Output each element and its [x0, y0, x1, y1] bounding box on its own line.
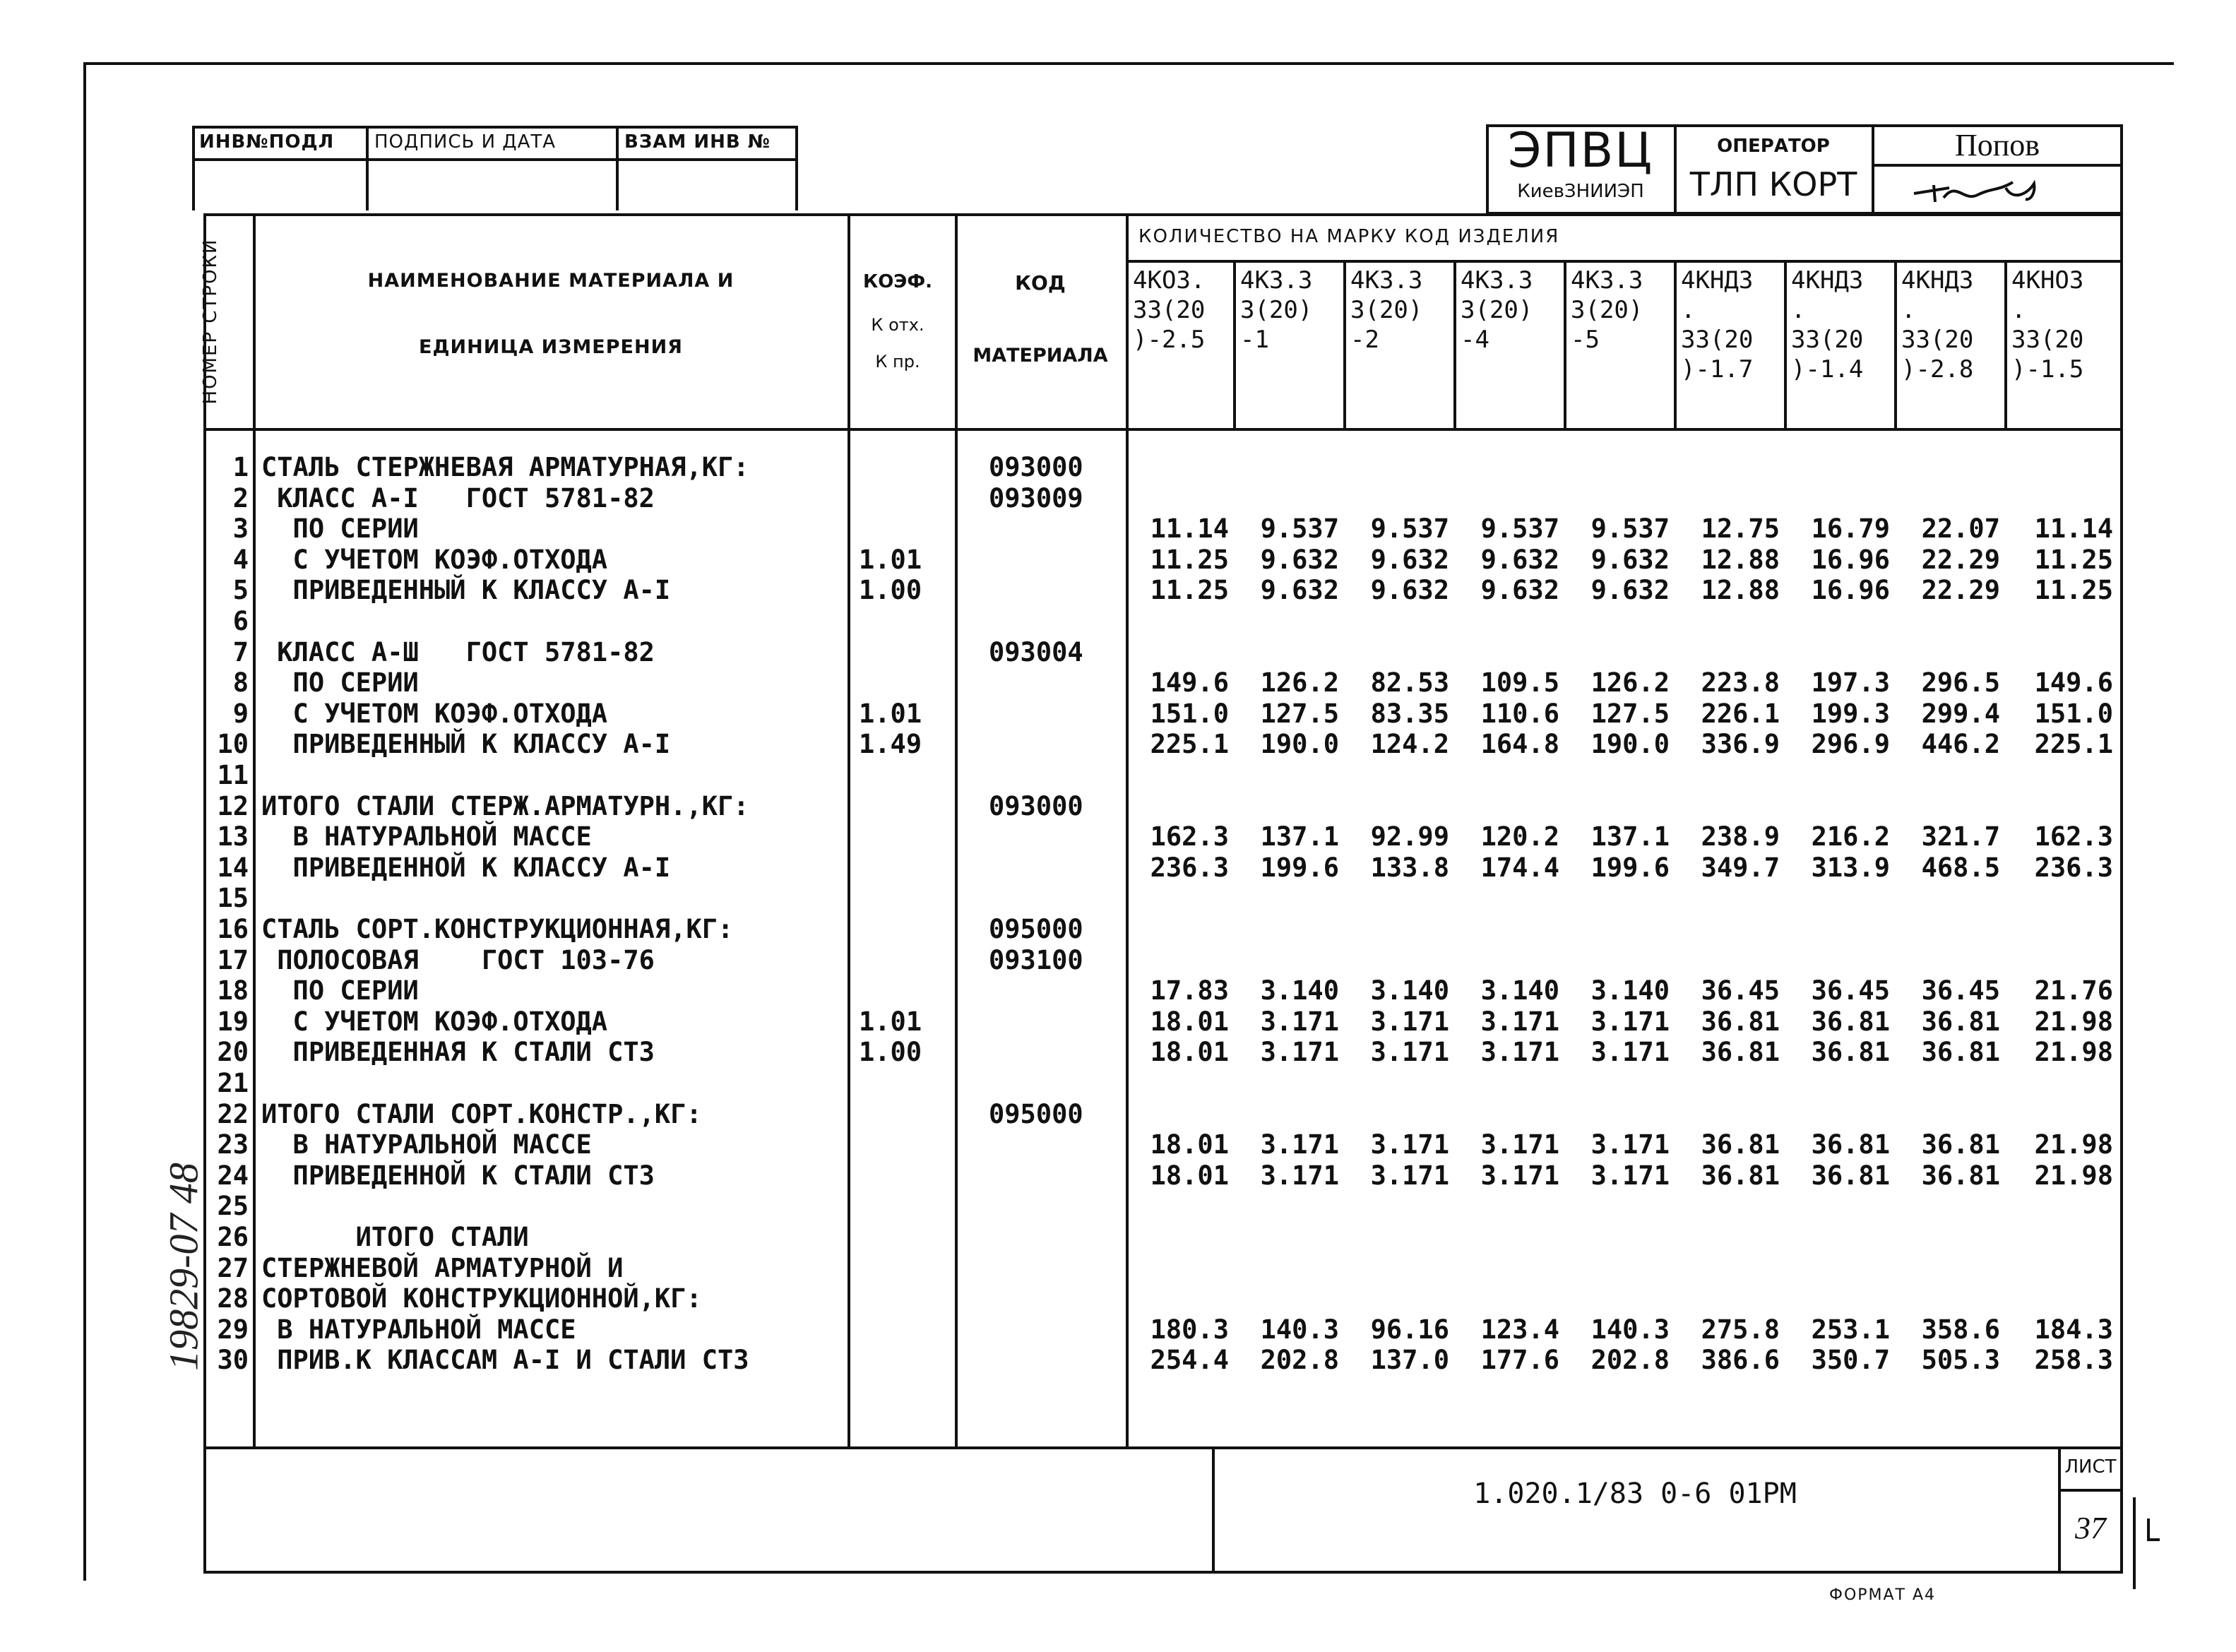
row-value: 236.3	[2034, 852, 2113, 883]
row-value: 149.6	[2034, 667, 2113, 699]
side-note: 19829-07 48	[160, 1163, 207, 1371]
row-name: С УЧЕТОМ КОЭФ.ОТХОДА	[261, 1006, 608, 1037]
row-value: 386.6	[1701, 1345, 1780, 1376]
row-value: 140.3	[1260, 1314, 1339, 1345]
row-value: 3.171	[1480, 1160, 1559, 1191]
row-value: 21.98	[2034, 1037, 2113, 1068]
row-value: 223.8	[1701, 667, 1780, 699]
row-code: 093004	[989, 636, 1083, 667]
frame-left-line	[83, 62, 86, 1581]
row-value: 124.2	[1370, 729, 1449, 760]
row-value: 9.632	[1590, 575, 1670, 606]
operator-value: ТЛП КОРТ	[1689, 165, 1857, 203]
row-value: 137.1	[1260, 821, 1339, 852]
row-coef: 1.01	[859, 1006, 922, 1037]
row-value: 446.2	[1921, 729, 2000, 760]
row-value: 36.81	[1701, 1037, 1780, 1068]
row-value: 11.14	[2034, 513, 2113, 545]
row-number: 1	[232, 452, 249, 482]
mark-header-3: 4К3.3 3(20) -2	[1350, 266, 1423, 354]
row-value: 258.3	[2034, 1345, 2113, 1376]
row-value: 468.5	[1921, 852, 2000, 883]
row-value: 36.45	[1921, 975, 2000, 1006]
row-number: 26	[217, 1222, 249, 1252]
row-number: 12	[217, 790, 249, 821]
row-value: 18.01	[1150, 1160, 1229, 1191]
col-code-header-1: КОД	[1015, 271, 1066, 295]
row-value: 505.3	[1921, 1345, 2000, 1376]
col-rownum-header: НОМЕР СТРОКИ	[200, 238, 221, 405]
row-value: 126.2	[1590, 667, 1670, 699]
row-value: 3.171	[1590, 1037, 1670, 1068]
row-name: ПРИВЕДЕННЫЙ К КЛАССУ А-I	[261, 575, 671, 606]
row-value: 109.5	[1480, 667, 1559, 699]
row-value: 36.81	[1921, 1160, 2000, 1191]
row-value: 3.171	[1260, 1037, 1339, 1068]
row-value: 349.7	[1701, 852, 1780, 883]
row-value: 9.537	[1370, 513, 1449, 545]
row-number: 11	[217, 760, 249, 790]
row-number: 30	[217, 1345, 249, 1376]
row-number: 8	[232, 667, 249, 699]
right-edge-tick	[2147, 1519, 2160, 1541]
row-value: 9.632	[1370, 575, 1449, 606]
row-value: 3.171	[1370, 1160, 1449, 1191]
row-name: В НАТУРАЛЬНОЙ МАССЕ	[261, 821, 592, 852]
row-value: 254.4	[1150, 1345, 1229, 1376]
row-value: 22.29	[1921, 575, 2000, 606]
sheet-label: ЛИСТ	[2064, 1456, 2117, 1478]
row-value: 3.171	[1370, 1037, 1449, 1068]
row-number: 7	[232, 636, 249, 667]
row-name: ПРИВЕДЕННОЙ К КЛАССУ А-I	[261, 852, 671, 883]
col-name-header-2: ЕДИНИЦА ИЗМЕРЕНИЯ	[419, 336, 683, 358]
row-value: 123.4	[1480, 1314, 1559, 1345]
row-value: 162.3	[2034, 821, 2113, 852]
format-label: ФОРМАТ А4	[1829, 1586, 1937, 1604]
operator-name: Попов	[1954, 128, 2040, 162]
row-value: 174.4	[1480, 852, 1559, 883]
row-value: 16.79	[1811, 513, 1890, 545]
row-value: 275.8	[1701, 1314, 1780, 1345]
row-value: 22.07	[1921, 513, 2000, 545]
row-number: 3	[232, 513, 249, 545]
row-number: 27	[217, 1252, 249, 1283]
row-value: 149.6	[1150, 667, 1229, 699]
mark-header-5: 4К3.3 3(20) -5	[1571, 266, 1643, 354]
row-number: 4	[232, 544, 249, 575]
row-value: 151.0	[1150, 698, 1229, 729]
org-name: ЭПВЦ	[1507, 123, 1654, 179]
row-value: 236.3	[1150, 852, 1229, 883]
row-value: 199.6	[1260, 852, 1339, 883]
row-name: ПРИВ.К КЛАССАМ А-I И СТАЛИ СТ3	[261, 1345, 749, 1376]
org-subname: КиевЗНИИЭП	[1517, 181, 1644, 202]
row-coef: 1.01	[859, 698, 922, 729]
row-value: 202.8	[1590, 1345, 1670, 1376]
row-code: 093009	[989, 482, 1083, 513]
row-name: ПРИВЕДЕННАЯ К СТАЛИ СТ3	[261, 1037, 655, 1068]
row-number: 13	[217, 821, 249, 852]
row-value: 36.81	[1811, 1037, 1890, 1068]
row-number: 2	[232, 482, 249, 513]
row-value: 321.7	[1921, 821, 2000, 852]
row-value: 126.2	[1260, 667, 1339, 699]
row-number: 21	[217, 1068, 249, 1098]
sheet-number: 37	[2075, 1511, 2106, 1545]
row-value: 3.171	[1590, 1006, 1670, 1037]
row-name: ПОЛОСОВАЯ ГОСТ 103-76	[261, 944, 655, 975]
frame-top-line	[83, 62, 2174, 65]
row-value: 9.632	[1370, 544, 1449, 575]
row-name: ИТОГО СТАЛИ СОРТ.КОНСТР.,КГ:	[261, 1098, 702, 1129]
row-value: 11.25	[1150, 544, 1229, 575]
row-value: 3.171	[1480, 1037, 1559, 1068]
row-number: 24	[217, 1160, 249, 1191]
row-value: 137.0	[1370, 1345, 1449, 1376]
row-value: 11.14	[1150, 513, 1229, 545]
row-value: 16.96	[1811, 544, 1890, 575]
col-coef-header-2: К отх.	[871, 315, 924, 335]
col-name-header-1: НАИМЕНОВАНИЕ МАТЕРИАЛА И	[367, 270, 735, 292]
row-coef: 1.00	[859, 575, 922, 606]
row-value: 199.6	[1590, 852, 1670, 883]
row-value: 216.2	[1811, 821, 1890, 852]
row-name: СТЕРЖНЕВОЙ АРМАТУРНОЙ И	[261, 1252, 624, 1283]
row-value: 358.6	[1921, 1314, 2000, 1345]
mark-header-4: 4К3.3 3(20) -4	[1461, 266, 1533, 354]
row-value: 21.98	[2034, 1160, 2113, 1191]
row-value: 225.1	[2034, 729, 2113, 760]
row-value: 184.3	[2034, 1314, 2113, 1345]
row-value: 197.3	[1811, 667, 1890, 699]
row-value: 3.171	[1370, 1006, 1449, 1037]
row-value: 9.632	[1590, 544, 1670, 575]
mark-header-6: 4КНД3 . 33(20 )-1.7	[1681, 266, 1754, 384]
row-value: 9.632	[1260, 544, 1339, 575]
row-number: 14	[217, 852, 249, 883]
row-value: 21.98	[2034, 1006, 2113, 1037]
row-name: ПРИВЕДЕННОЙ К СТАЛИ СТ3	[261, 1160, 655, 1191]
row-value: 299.4	[1921, 698, 2000, 729]
row-name: С УЧЕТОМ КОЭФ.ОТХОДА	[261, 544, 608, 575]
row-value: 253.1	[1811, 1314, 1890, 1345]
row-value: 36.81	[1921, 1129, 2000, 1160]
row-value: 3.171	[1480, 1006, 1559, 1037]
row-value: 190.0	[1260, 729, 1339, 760]
row-number: 20	[217, 1037, 249, 1068]
row-value: 3.171	[1370, 1129, 1449, 1160]
row-code: 093000	[989, 452, 1083, 482]
row-number: 10	[217, 729, 249, 760]
row-value: 3.140	[1480, 975, 1559, 1006]
row-value: 92.99	[1370, 821, 1449, 852]
row-name: ИТОГО СТАЛИ СТЕРЖ.АРМАТУРН.,КГ:	[261, 790, 749, 821]
operator-label: ОПЕРАТОР	[1717, 136, 1830, 157]
row-number: 18	[217, 975, 249, 1006]
signature	[1907, 167, 2048, 209]
row-value: 3.171	[1260, 1160, 1339, 1191]
row-value: 120.2	[1480, 821, 1559, 852]
row-value: 313.9	[1811, 852, 1890, 883]
row-value: 3.140	[1590, 975, 1670, 1006]
row-coef: 1.49	[859, 729, 922, 760]
row-coef: 1.01	[859, 544, 922, 575]
row-value: 162.3	[1150, 821, 1229, 852]
row-value: 12.75	[1701, 513, 1780, 545]
row-value: 36.81	[1701, 1129, 1780, 1160]
mark-header-7: 4КНД3 . 33(20 )-1.4	[1791, 266, 1864, 384]
row-name: В НАТУРАЛЬНОЙ МАССЕ	[261, 1129, 592, 1160]
row-number: 23	[217, 1129, 249, 1160]
row-value: 151.0	[2034, 698, 2113, 729]
row-number: 5	[232, 575, 249, 606]
row-value: 36.81	[1811, 1006, 1890, 1037]
row-value: 36.81	[1701, 1160, 1780, 1191]
row-name: КЛАСС А-Ш ГОСТ 5781-82	[261, 636, 655, 667]
row-number: 6	[232, 606, 249, 636]
mark-header-8: 4КНД3 . 33(20 )-2.8	[1901, 266, 1974, 384]
row-value: 36.81	[1921, 1006, 2000, 1037]
row-number: 19	[217, 1006, 249, 1037]
row-code: 093100	[989, 944, 1083, 975]
row-value: 18.01	[1150, 1037, 1229, 1068]
col-coef-header-3: К пр.	[875, 352, 920, 372]
row-value: 36.81	[1811, 1160, 1890, 1191]
stamp-vzam: ВЗАМ ИНВ №	[624, 131, 771, 153]
row-number: 25	[217, 1191, 249, 1222]
row-value: 3.140	[1370, 975, 1449, 1006]
right-edge-mark	[2133, 1497, 2136, 1589]
row-value: 133.8	[1370, 852, 1449, 883]
row-value: 3.171	[1480, 1129, 1559, 1160]
row-value: 12.88	[1701, 575, 1780, 606]
row-value: 350.7	[1811, 1345, 1890, 1376]
row-value: 3.171	[1590, 1160, 1670, 1191]
row-number: 15	[217, 883, 249, 914]
row-value: 96.16	[1370, 1314, 1449, 1345]
row-name: СОРТОВОЙ КОНСТРУКЦИОННОЙ,КГ:	[261, 1283, 702, 1314]
row-name: ПО СЕРИИ	[261, 513, 419, 545]
row-value: 9.632	[1480, 544, 1559, 575]
row-number: 9	[232, 698, 249, 729]
row-value: 21.98	[2034, 1129, 2113, 1160]
row-value: 336.9	[1701, 729, 1780, 760]
row-value: 3.140	[1260, 975, 1339, 1006]
row-value: 199.3	[1811, 698, 1890, 729]
row-value: 9.632	[1480, 575, 1559, 606]
row-value: 190.0	[1590, 729, 1670, 760]
mark-header-9: 4КНО3 . 33(20 )-1.5	[2011, 266, 2084, 384]
row-value: 9.537	[1590, 513, 1670, 545]
row-code: 093000	[989, 790, 1083, 821]
row-value: 110.6	[1480, 698, 1559, 729]
row-value: 18.01	[1150, 1006, 1229, 1037]
row-value: 18.01	[1150, 1129, 1229, 1160]
row-code: 095000	[989, 1098, 1083, 1129]
row-value: 17.83	[1150, 975, 1229, 1006]
row-value: 36.45	[1811, 975, 1890, 1006]
row-value: 9.537	[1260, 513, 1339, 545]
col-code-header-2: МАТЕРИАЛА	[973, 345, 1108, 367]
row-value: 16.96	[1811, 575, 1890, 606]
row-value: 140.3	[1590, 1314, 1670, 1345]
row-name: СТАЛЬ СТЕРЖНЕВАЯ АРМАТУРНАЯ,КГ:	[261, 452, 749, 482]
row-name: ПРИВЕДЕННЫЙ К КЛАССУ А-I	[261, 729, 671, 760]
row-value: 9.632	[1260, 575, 1339, 606]
row-value: 164.8	[1480, 729, 1559, 760]
row-name: КЛАСС А-I ГОСТ 5781-82	[261, 482, 655, 513]
row-value: 36.45	[1701, 975, 1780, 1006]
row-code: 095000	[989, 914, 1083, 944]
row-coef: 1.00	[859, 1037, 922, 1068]
row-value: 21.76	[2034, 975, 2113, 1006]
col-coef-header-1: КОЭФ.	[862, 271, 933, 292]
row-value: 177.6	[1480, 1345, 1559, 1376]
row-number: 28	[217, 1283, 249, 1314]
mark-header-1: 4КО3. 33(20 )-2.5	[1133, 266, 1206, 354]
row-value: 11.25	[2034, 575, 2113, 606]
row-value: 127.5	[1260, 698, 1339, 729]
row-value: 36.81	[1811, 1129, 1890, 1160]
row-value: 36.81	[1921, 1037, 2000, 1068]
row-number: 16	[217, 914, 249, 944]
row-value: 22.29	[1921, 544, 2000, 575]
row-name: ПО СЕРИИ	[261, 975, 419, 1006]
mark-header-2: 4К3.3 3(20) -1	[1240, 266, 1313, 354]
doc-code: 1.020.1/83 0-6 01РМ	[1473, 1478, 1797, 1510]
row-name: С УЧЕТОМ КОЭФ.ОТХОДА	[261, 698, 608, 729]
row-value: 82.53	[1370, 667, 1449, 699]
row-value: 3.171	[1260, 1006, 1339, 1037]
row-value: 238.9	[1701, 821, 1780, 852]
row-value: 12.88	[1701, 544, 1780, 575]
row-number: 17	[217, 944, 249, 975]
row-value: 137.1	[1590, 821, 1670, 852]
row-name: В НАТУРАЛЬНОЙ МАССЕ	[261, 1314, 576, 1345]
row-value: 202.8	[1260, 1345, 1339, 1376]
row-value: 3.171	[1590, 1129, 1670, 1160]
row-value: 225.1	[1150, 729, 1229, 760]
stamp-inv-podl: ИНВ№ПОДЛ	[199, 131, 335, 153]
row-value: 11.25	[1150, 575, 1229, 606]
row-number: 22	[217, 1098, 249, 1129]
qty-header: КОЛИЧЕСТВО НА МАРКУ КОД ИЗДЕЛИЯ	[1138, 226, 1560, 247]
row-value: 3.171	[1260, 1129, 1339, 1160]
row-value: 127.5	[1590, 698, 1670, 729]
row-value: 296.5	[1921, 667, 2000, 699]
row-value: 9.537	[1480, 513, 1559, 545]
row-value: 36.81	[1701, 1006, 1780, 1037]
row-value: 296.9	[1811, 729, 1890, 760]
row-number: 29	[217, 1314, 249, 1345]
row-name: ПО СЕРИИ	[261, 667, 419, 699]
row-value: 11.25	[2034, 544, 2113, 575]
row-value: 83.35	[1370, 698, 1449, 729]
row-value: 180.3	[1150, 1314, 1229, 1345]
row-value: 226.1	[1701, 698, 1780, 729]
stamp-podpis: ПОДПИСЬ И ДАТА	[374, 131, 557, 153]
row-name: СТАЛЬ СОРТ.КОНСТРУКЦИОННАЯ,КГ:	[261, 914, 734, 944]
row-name: ИТОГО СТАЛИ	[261, 1222, 529, 1252]
